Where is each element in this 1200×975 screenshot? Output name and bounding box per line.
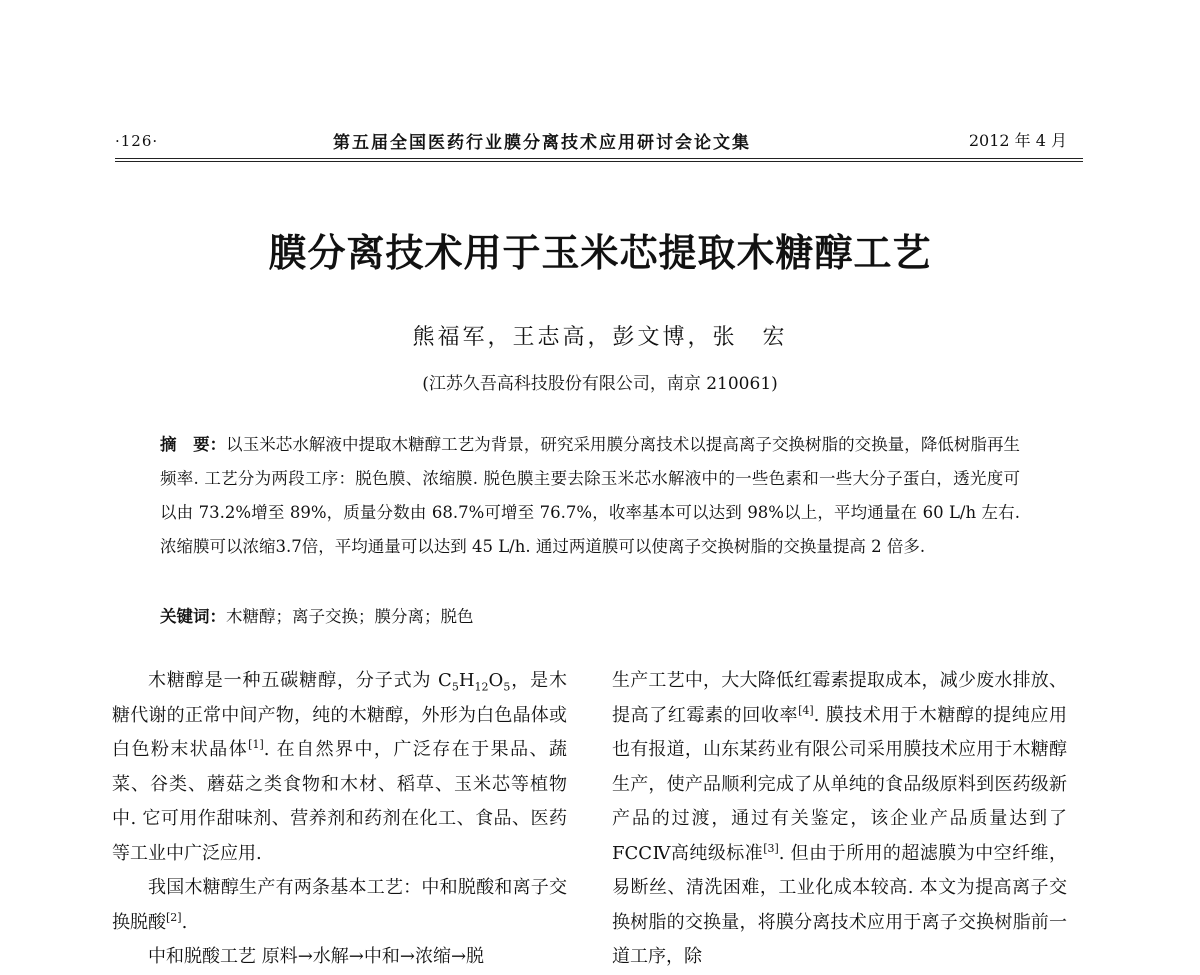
- paragraph: 中和脱酸工艺 原料→水解→中和→浓缩→脱: [148, 946, 485, 967]
- page-number: ·126·: [115, 132, 159, 150]
- paragraph: 木糖醇是一种五碳糖醇，分子式为 $C_5H_{12}O_5$，是木糖代谢的正常中间产物，纯的木糖醇，外形为白色晶体或白色粉末状晶体[1]. 在自然界中，广泛存在于果品、蔬菜、谷类、蘑菇之类食物和木材、稻草、玉米芯等植物中. 它可用作甜味剂、营养剂和药剂在化工、食品、医药等工业中广泛应用.: [112, 670, 568, 864]
- header-rule-thick: [115, 158, 1083, 159]
- article-title: 膜分离技术用于玉米芯提取木糖醇工艺: [268, 231, 932, 275]
- abstract-text: 以玉米芯水解液中提取木糖醇工艺为背景，研究采用膜分离技术以提高离子交换树脂的交换量，降低树脂再生频率. 工艺分为两段工序：脱色膜、浓缩膜. 脱色膜主要去除玉米芯水解液中的一些色素和一些大分子蛋白，透光度可以由 73.2%增至 89%，质量分数由 68.7%可增至 76.7%，收率基本可以达到 98%以上，平均通量在 60 L/h 左右. 浓缩膜可以浓缩3.7倍，平均通量可以达到 45 L/h. 通过两道膜可以使离子交换树脂的交换量提高 2 倍多.: [160, 435, 1021, 556]
- citation-ref: [2]: [166, 910, 182, 924]
- journal-title: 第五届全国医药行业膜分离技术应用研讨会论文集: [333, 133, 751, 153]
- paragraph: 生产工艺中，大大降低红霉素提取成本，减少废水排放、提高了红霉素的回收率[4]. 膜技术用于木糖醇的提纯应用也有报道，山东某药业有限公司采用膜技术应用于木糖醇生产，使产品顺利完成了从单纯的食品级原料到医药级新产品的过渡，通过有关鉴定，该企业产品质量达到了 FCCⅣ高纯级标准[3]. 但由于所用的超滤膜为中空纤维，易断丝、清洗困难，工业化成本较高. 本文为提高离子交换树脂的交换量，将膜分离技术应用于离子交换树脂前一道工序，除: [612, 670, 1068, 967]
- author-list: 熊福军，王志高，彭文博，张 宏: [412, 325, 788, 350]
- citation-ref: [4]: [798, 703, 814, 717]
- paragraph: 我国木糖醇生产有两条基本工艺：中和脱酸和离子交换脱酸[2].: [112, 877, 567, 933]
- running-header: [115, 128, 1083, 158]
- affiliation: (江苏久吾高科技股份有限公司，南京 210061): [422, 374, 778, 394]
- publication-date: 2012 年 4 月: [968, 131, 1067, 150]
- keywords: [160, 600, 1020, 634]
- abstract-label: 摘 要：: [160, 435, 227, 454]
- keywords-label: 关键词：: [160, 607, 226, 626]
- header-rule-thin: [115, 161, 1083, 162]
- citation-ref: [1]: [248, 738, 264, 751]
- citation-ref: [3]: [763, 841, 779, 855]
- body-column-right: [612, 664, 1067, 975]
- abstract: [160, 428, 1020, 564]
- body-column-left: [112, 664, 567, 975]
- keywords-text: 木糖醇；离子交换；膜分离；脱色: [226, 607, 474, 626]
